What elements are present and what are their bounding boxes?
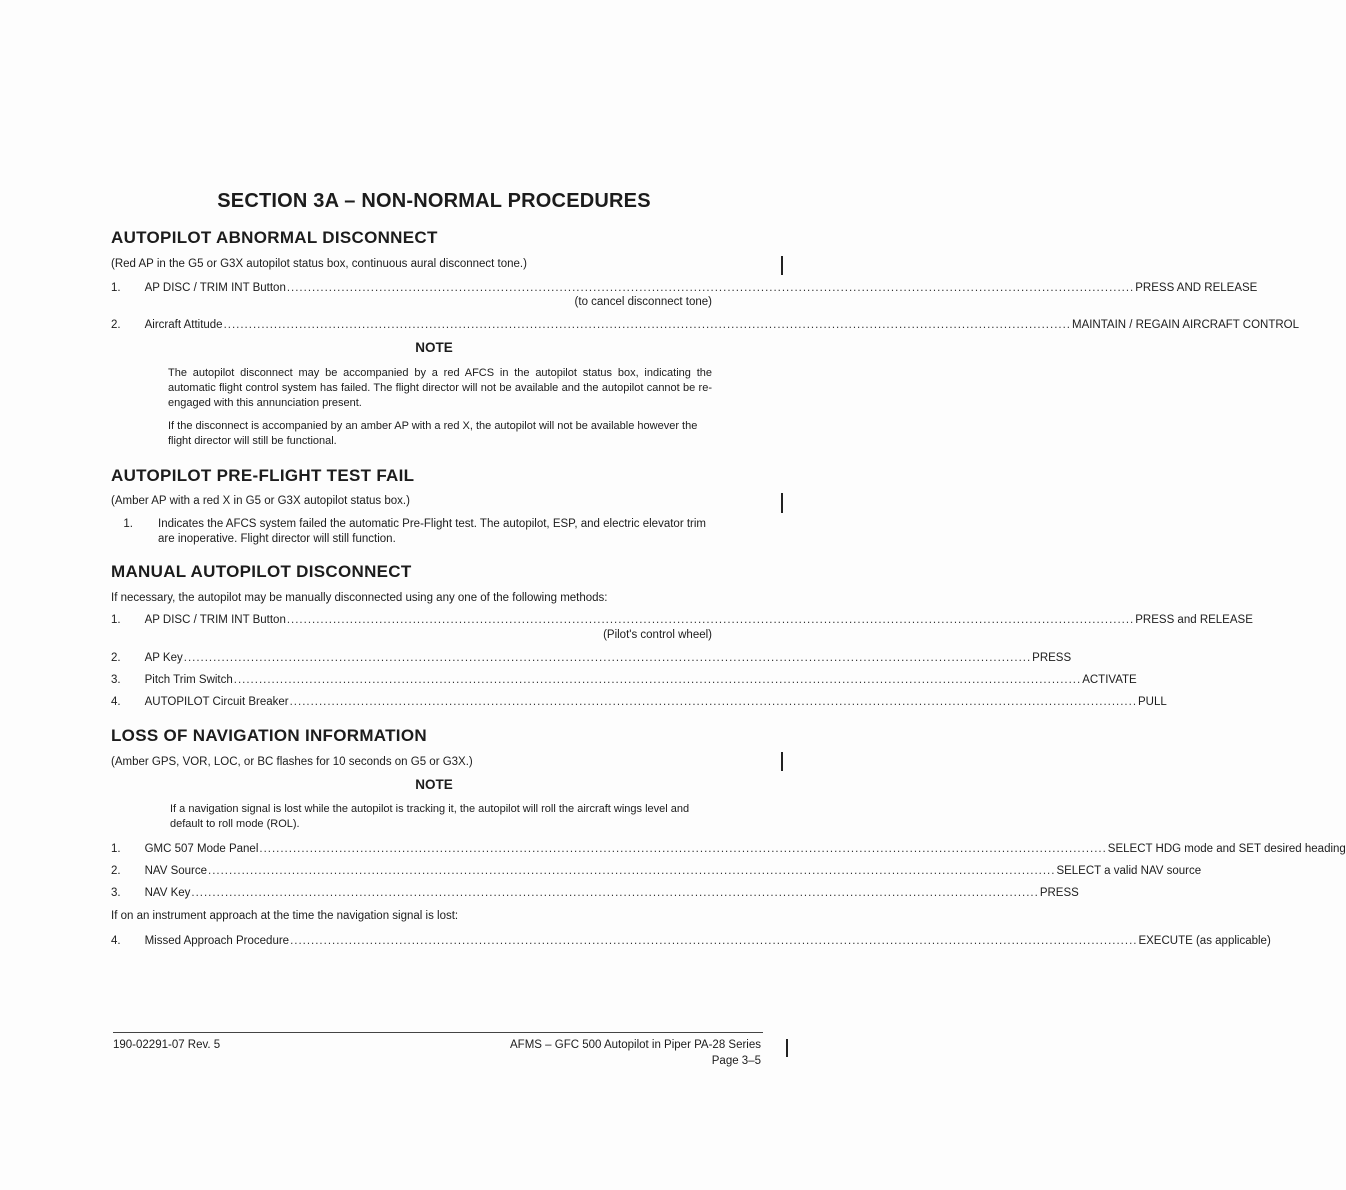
step-label: AP Key xyxy=(144,652,183,664)
leader-dots: .......................................................................................................................................................................................................... xyxy=(259,843,1107,855)
procedure-step xyxy=(111,281,1258,296)
step-action: SELECT HDG mode and SET desired heading xyxy=(1107,843,1346,855)
step-number: 4. xyxy=(111,696,121,708)
step-label: Pitch Trim Switch xyxy=(144,674,233,686)
procedure-step xyxy=(111,842,1346,857)
procedure-step xyxy=(111,651,1072,666)
step-number: 1. xyxy=(111,843,121,855)
note-title: NOTE xyxy=(415,340,453,355)
heading-preflight-test-fail: AUTOPILOT PRE-FLIGHT TEST FAIL xyxy=(111,466,415,485)
footer-rule xyxy=(113,1032,763,1033)
step-action: PRESS xyxy=(1032,652,1072,664)
step-number: 3. xyxy=(111,674,121,686)
approach-intro: If on an instrument approach at the time the navigation signal is lost: xyxy=(111,910,459,922)
condition-loss-nav: (Amber GPS, VOR, LOC, or BC flashes for 10 seconds on G5 or G3X.) xyxy=(111,756,473,768)
step-label: NAV Key xyxy=(144,887,191,899)
leader-dots: .......................................................................................................................................................................................................... xyxy=(191,887,1039,899)
procedure-step xyxy=(111,695,1167,710)
condition-ap-abnormal: (Red AP in the G5 or G3X autopilot status box, continuous aural disconnect tone.) xyxy=(111,258,527,270)
step-number: 4. xyxy=(111,935,121,947)
note-paragraph: If the disconnect is accompanied by an amber AP with a red X, the autopilot will not be available however the flight director will still be functional. xyxy=(168,420,698,447)
step-action: ACTIVATE xyxy=(1082,674,1137,686)
leader-dots: .......................................................................................................................................................................................................... xyxy=(286,614,1135,626)
step-label: NAV Source xyxy=(144,865,208,877)
step-action-note: (to cancel disconnect tone) xyxy=(574,296,712,308)
procedure-step xyxy=(111,613,1253,628)
step-number: 1. xyxy=(111,614,121,626)
manual-disconnect-intro: If necessary, the autopilot may be manually disconnected using any one of the following methods: xyxy=(111,592,608,604)
step-action: MAINTAIN / REGAIN AIRCRAFT CONTROL xyxy=(1071,319,1300,331)
heading-ap-abnormal-disconnect: AUTOPILOT ABNORMAL DISCONNECT xyxy=(111,228,438,247)
step-action: PRESS AND RELEASE xyxy=(1135,282,1258,294)
page-number: Page 3–5 xyxy=(711,1055,761,1067)
section-title: SECTION 3A – NON-NORMAL PROCEDURES xyxy=(217,190,651,212)
revision-bar xyxy=(781,256,783,275)
step-action: EXECUTE (as applicable) xyxy=(1138,935,1271,947)
step-label: AUTOPILOT Circuit Breaker xyxy=(144,696,289,708)
step-action: PRESS and RELEASE xyxy=(1135,614,1253,626)
note-title: NOTE xyxy=(415,777,453,792)
note-paragraph: If a navigation signal is lost while the autopilot is tracking it, the autopilot will roll the aircraft wings level and default to roll mode (ROL). xyxy=(170,803,690,830)
note-paragraph: The autopilot disconnect may be accompanied by a red AFCS in the autopilot status box, indicating the automatic flight control system has failed. The flight director will not be available and the autopilot cannot be re-engaged with this annunciation present. xyxy=(168,367,712,409)
leader-dots: .......................................................................................................................................................................................................... xyxy=(208,865,1056,877)
procedure-step xyxy=(111,934,1271,949)
step-number: 3. xyxy=(111,887,121,899)
step-label: AP DISC / TRIM INT Button xyxy=(144,282,286,294)
leader-dots: .......................................................................................................................................................................................................... xyxy=(286,282,1135,294)
step-action-note: (Pilot's control wheel) xyxy=(603,629,712,641)
revision-bar xyxy=(781,752,783,771)
leader-dots: .......................................................................................................................................................................................................... xyxy=(289,696,1138,708)
step-action: PRESS xyxy=(1039,887,1079,899)
leader-dots: .......................................................................................................................................................................................................... xyxy=(183,652,1032,664)
step-action: SELECT a valid NAV source xyxy=(1056,865,1202,877)
step-number: 2. xyxy=(111,865,121,877)
procedure-step xyxy=(111,673,1137,688)
step-label: AP DISC / TRIM INT Button xyxy=(144,614,286,626)
step-label: Missed Approach Procedure xyxy=(144,935,290,947)
revision-bar xyxy=(786,1039,788,1057)
doc-title: AFMS – GFC 500 Autopilot in Piper PA-28 Series xyxy=(510,1039,761,1051)
step-label: Aircraft Attitude xyxy=(144,319,223,331)
step-number: 2. xyxy=(111,652,121,664)
step-text: Indicates the AFCS system failed the automatic Pre-Flight test. The autopilot, ESP, and electric elevator trim are inoperative. Flight director will still function. xyxy=(158,518,707,545)
procedure-step xyxy=(111,318,1300,333)
heading-loss-of-navigation: LOSS OF NAVIGATION INFORMATION xyxy=(111,726,427,745)
procedure-step xyxy=(111,864,1202,879)
step-label: GMC 507 Mode Panel xyxy=(144,843,259,855)
step-number: 2. xyxy=(111,319,121,331)
step-action: PULL xyxy=(1138,696,1167,708)
leader-dots: .......................................................................................................................................................................................................... xyxy=(223,319,1071,331)
leader-dots: .......................................................................................................................................................................................................... xyxy=(290,935,1138,947)
step-number: 1. xyxy=(111,282,121,294)
heading-manual-disconnect: MANUAL AUTOPILOT DISCONNECT xyxy=(111,562,412,581)
condition-preflight-fail: (Amber AP with a red X in G5 or G3X autopilot status box.) xyxy=(111,495,410,507)
procedure-step xyxy=(111,886,1079,901)
doc-number: 190-02291-07 Rev. 5 xyxy=(113,1039,221,1051)
revision-bar xyxy=(781,493,783,513)
step-number: 1. xyxy=(123,518,133,530)
leader-dots: .......................................................................................................................................................................................................... xyxy=(233,674,1082,686)
